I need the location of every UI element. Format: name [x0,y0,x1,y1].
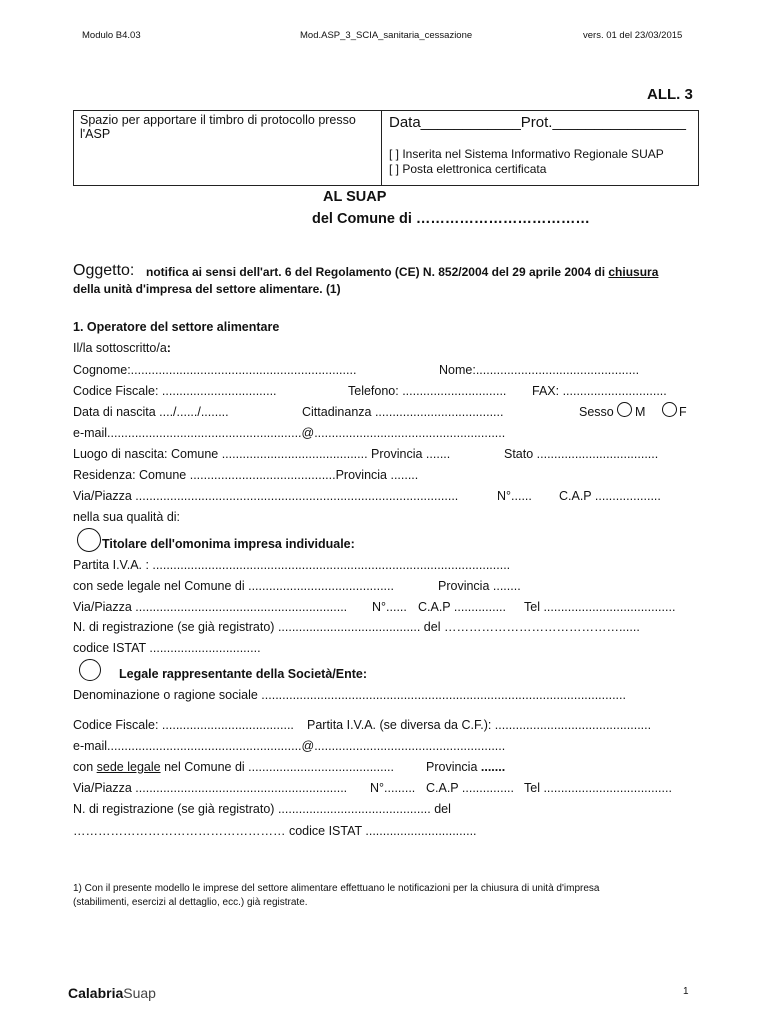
qualita-label: nella sua qualità di: [73,510,181,524]
addressee-suap: AL SUAP [323,189,387,205]
sesso-f-radio[interactable] [662,402,677,417]
footnote-line-1: 1) Con il presente modello le imprese del settore alimentare effettuano le notificazioni per la chiusura di unità d'impresa [73,883,600,894]
titolare-title: Titolare dell'omonima impresa individuale: [102,537,355,551]
numero-civico-field[interactable]: N°...... [497,489,532,503]
titolare-cap-field[interactable]: C.A.P ............... [418,600,506,614]
denominazione-field[interactable]: Denominazione o ragione sociale ......................................................................................................... [73,688,626,702]
data-prot-field[interactable]: Data____________Prot.________________ [389,114,686,131]
titolare-sede-field[interactable]: con sede legale nel Comune di .......................................... [73,579,394,593]
residenza-field[interactable]: Residenza: Comune ..........................................Provincia ........ [73,468,419,482]
legale-istat-field[interactable]: …………………………………………… codice ISTAT ................................ [73,824,477,838]
legale-cf-field[interactable]: Codice Fiscale: ...................................... [73,718,294,732]
sesso-f-label: F [679,405,687,419]
header-version: vers. 01 del 23/03/2015 [583,30,683,41]
email-field[interactable]: e-mail........................................................@....................................................... [73,426,506,440]
calabriasuap-logo: CalabriaSuap [68,985,156,1001]
cittadinanza-field[interactable]: Cittadinanza ..................................... [302,405,504,419]
data-nascita-field[interactable]: Data di nascita ..../....../........ [73,405,229,419]
oggetto-text [146,265,658,279]
titolare-numero-field[interactable]: N°...... [372,600,407,614]
oggetto-text-2: della unità d'impresa del settore alimentare. (1) [73,282,341,296]
suap-system-option[interactable]: [ ] Inserita nel Sistema Informativo Regionale SUAP [389,147,664,161]
page-number: 1 [683,986,689,997]
sesso-label: Sesso [579,405,614,419]
oggetto-label: Oggetto: [73,262,135,279]
legale-numero-field[interactable]: N°......... [370,781,416,795]
legale-via-field[interactable]: Via/Piazza ............................................................. [73,781,348,795]
luogo-nascita-field[interactable]: Luogo di nascita: Comune .......................................... Provincia ....... [73,447,451,461]
pec-option[interactable]: [ ] Posta elettronica certificata [389,162,547,176]
stamp-space-text-2: l'ASP [80,127,111,141]
legale-cap-field[interactable]: C.A.P ............... [426,781,514,795]
header-form-name: Mod.ASP_3_SCIA_sanitaria_cessazione [300,30,473,41]
legale-registrazione-field[interactable]: N. di registrazione (se già registrato) ............................................ del [73,802,451,816]
legale-email-field[interactable]: e-mail........................................................@....................................................... [73,739,506,753]
titolare-via-field[interactable]: Via/Piazza ............................................................. [73,600,348,614]
legale-tel-field[interactable]: Tel ..................................... [524,781,672,795]
fax-field[interactable]: FAX: .............................. [532,384,667,398]
oggetto-text-main: notifica ai sensi dell'art. 6 del Regolamento (CE) N. 852/2004 del 29 aprile 2004 di [146,265,609,279]
via-piazza-field[interactable]: Via/Piazza ............................................................................................. [73,489,459,503]
sesso-m-label: M [635,405,646,419]
section-1-title: 1. Operatore del settore alimentare [73,320,280,334]
sesso-m-radio[interactable] [617,402,632,417]
oggetto-chiusura: chiusura [608,265,659,279]
stato-field[interactable]: Stato ................................... [504,447,659,461]
titolare-istat-field[interactable]: codice ISTAT ................................ [73,641,261,655]
stamp-space-text: Spazio per apportare il timbro di protocollo presso [80,113,356,127]
titolare-piva-field[interactable]: Partita I.V.A. : ....................................................................................................... [73,558,511,572]
cognome-field[interactable]: Cognome:................................................................. [73,363,357,377]
legale-provincia-field: Provincia ....... [426,760,506,774]
legale-title: Legale rappresentante della Società/Ente: [119,667,367,681]
addressee-comune[interactable]: del Comune di ……………………………… [312,211,590,227]
codice-fiscale-field[interactable]: Codice Fiscale: ................................. [73,384,277,398]
titolare-provincia-field[interactable]: Provincia ........ [438,579,521,593]
telefono-field[interactable]: Telefono: .............................. [348,384,507,398]
titolare-tel-field[interactable]: Tel ...................................... [524,600,676,614]
sottoscritto-label: Il/la sottoscritto/a: [73,341,171,355]
footnote-line-2: (stabilimenti, esercizi al dettaglio, ecc.) già registrate. [73,897,308,908]
titolare-radio[interactable] [77,528,101,552]
legale-piva-field[interactable]: Partita I.V.A. (se diversa da C.F.): ............................................. [307,718,652,732]
attachment-label: ALL. 3 [647,86,693,103]
nome-field[interactable]: Nome:............................................... [439,363,640,377]
stamp-box-divider [381,110,382,186]
titolare-registrazione-field[interactable]: N. di registrazione (se già registrato) ......................................... del ……………………………………...... [73,620,640,634]
legale-sede-field: con sede legale nel Comune di .......................................... [73,760,395,774]
header-module-code: Modulo B4.03 [82,30,141,41]
legale-radio[interactable] [79,659,101,681]
cap-field[interactable]: C.A.P ................... [559,489,661,503]
